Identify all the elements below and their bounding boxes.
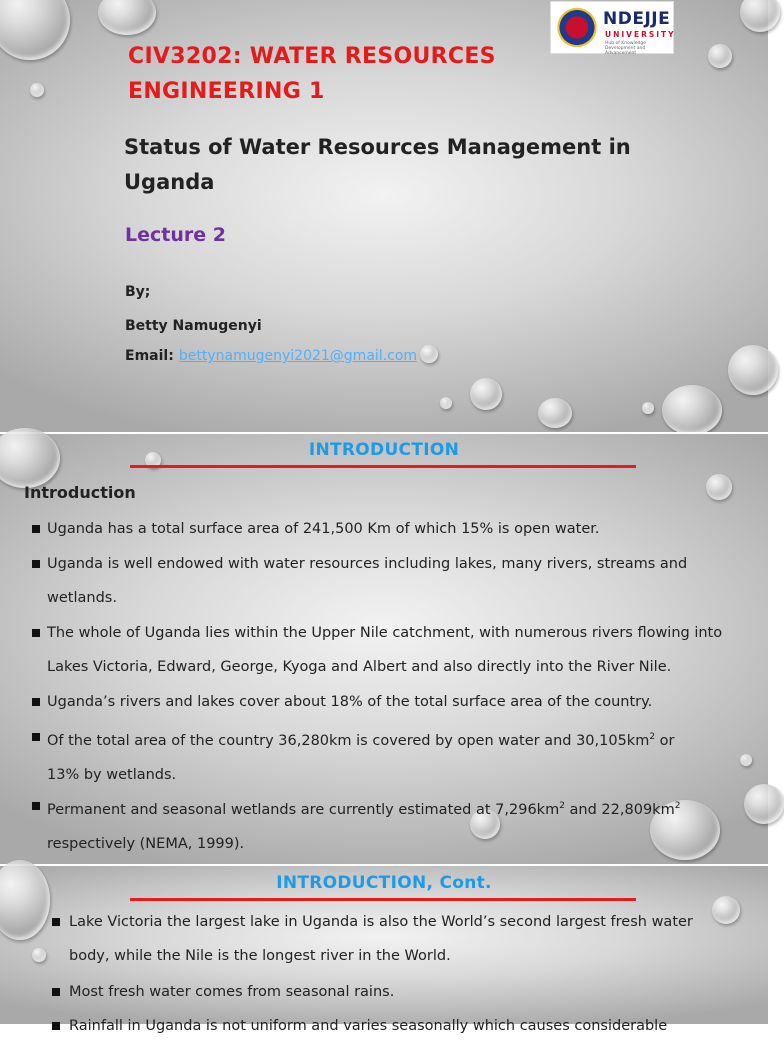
bullet-icon (32, 629, 40, 637)
list-item: Uganda’s rivers and lakes cover about 18% of the total surface area of the country. (47, 694, 653, 710)
water-drop (728, 345, 778, 395)
bullet-icon (32, 698, 40, 706)
slide-heading: INTRODUCTION (308, 440, 460, 460)
bullet-icon (32, 733, 40, 741)
list-item: Uganda is well endowed with water resources including lakes, many rivers, streams and wetlands. (47, 556, 688, 606)
bullet-icon (52, 918, 60, 926)
list-item: Rainfall in Uganda is not uniform and varies seasonally which causes considerable (69, 1018, 668, 1034)
bullet-icon (32, 560, 40, 568)
heading-underline (130, 465, 636, 468)
water-drop (30, 83, 44, 97)
title-slide (0, 0, 768, 432)
lecture-title-line2: Uganda (124, 170, 215, 194)
course-code-line1: CIV3202: WATER RESOURCES (128, 44, 496, 69)
email-label: Email: (125, 348, 174, 364)
list-item: Permanent and seasonal wetlands are currently estimated at $7,296km^2$ and $22,809km^2$ respectively (NEMA, 1999). (47, 801, 681, 852)
water-drop (420, 345, 438, 363)
bullet-icon (32, 802, 40, 810)
water-drop (708, 44, 732, 68)
author-name: Betty Namugenyi (125, 318, 262, 334)
list-item: The whole of Uganda lies within the Upper Nile catchment, with numerous rivers flowing into Lakes Victoria, Edward, George, Kyoga and Albert and also directly into the River Nile. (47, 625, 723, 675)
list-item: Of the total area of the country 36,280km is covered by open water and $30,105km^2$ or 13% by wetlands. (47, 732, 675, 783)
water-drop (470, 378, 502, 410)
water-drop (440, 397, 452, 409)
water-drop (0, 0, 70, 60)
lecture-number: Lecture 2 (125, 224, 226, 246)
slide-heading: INTRODUCTION, Cont. (276, 873, 492, 893)
water-drop (740, 0, 780, 32)
list-item: Uganda has a total surface area of 241,500 Km of which 15% is open water. (47, 521, 600, 537)
email-link[interactable]: bettynamugenyi2021@gmail.com (178, 348, 418, 364)
water-drop (538, 398, 572, 428)
university-logo (550, 1, 674, 54)
list-item: Most fresh water comes from seasonal rains. (69, 984, 395, 1000)
water-drop (662, 385, 722, 435)
lecture-title-line1: Status of Water Resources Management in (124, 135, 631, 159)
email-line (125, 345, 417, 364)
bullet-icon (52, 988, 60, 996)
section-label: Introduction (24, 483, 136, 502)
bullet-icon (52, 1022, 60, 1030)
water-drop (98, 0, 156, 35)
introduction-cont-slide (0, 866, 768, 1034)
water-drop (642, 402, 654, 414)
by-label: By; (125, 284, 151, 300)
water-drop (706, 474, 732, 500)
logo-name: NDEJJE (603, 9, 671, 29)
university-crest-icon (555, 5, 599, 50)
bullet-icon (32, 525, 40, 533)
heading-underline (130, 898, 636, 901)
water-drop (0, 860, 50, 940)
list-item: Lake Victoria the largest lake in Uganda is also the World’s second largest fresh water body, while the Nile is the longest river in the World. (69, 914, 693, 964)
course-code-line2: ENGINEERING 1 (128, 79, 325, 104)
logo-subtitle: UNIVERSITY (605, 30, 676, 39)
water-drop (32, 948, 46, 962)
introduction-slide (0, 434, 768, 864)
logo-tagline: Hub of Knowledge Development and Advancement (605, 41, 647, 56)
